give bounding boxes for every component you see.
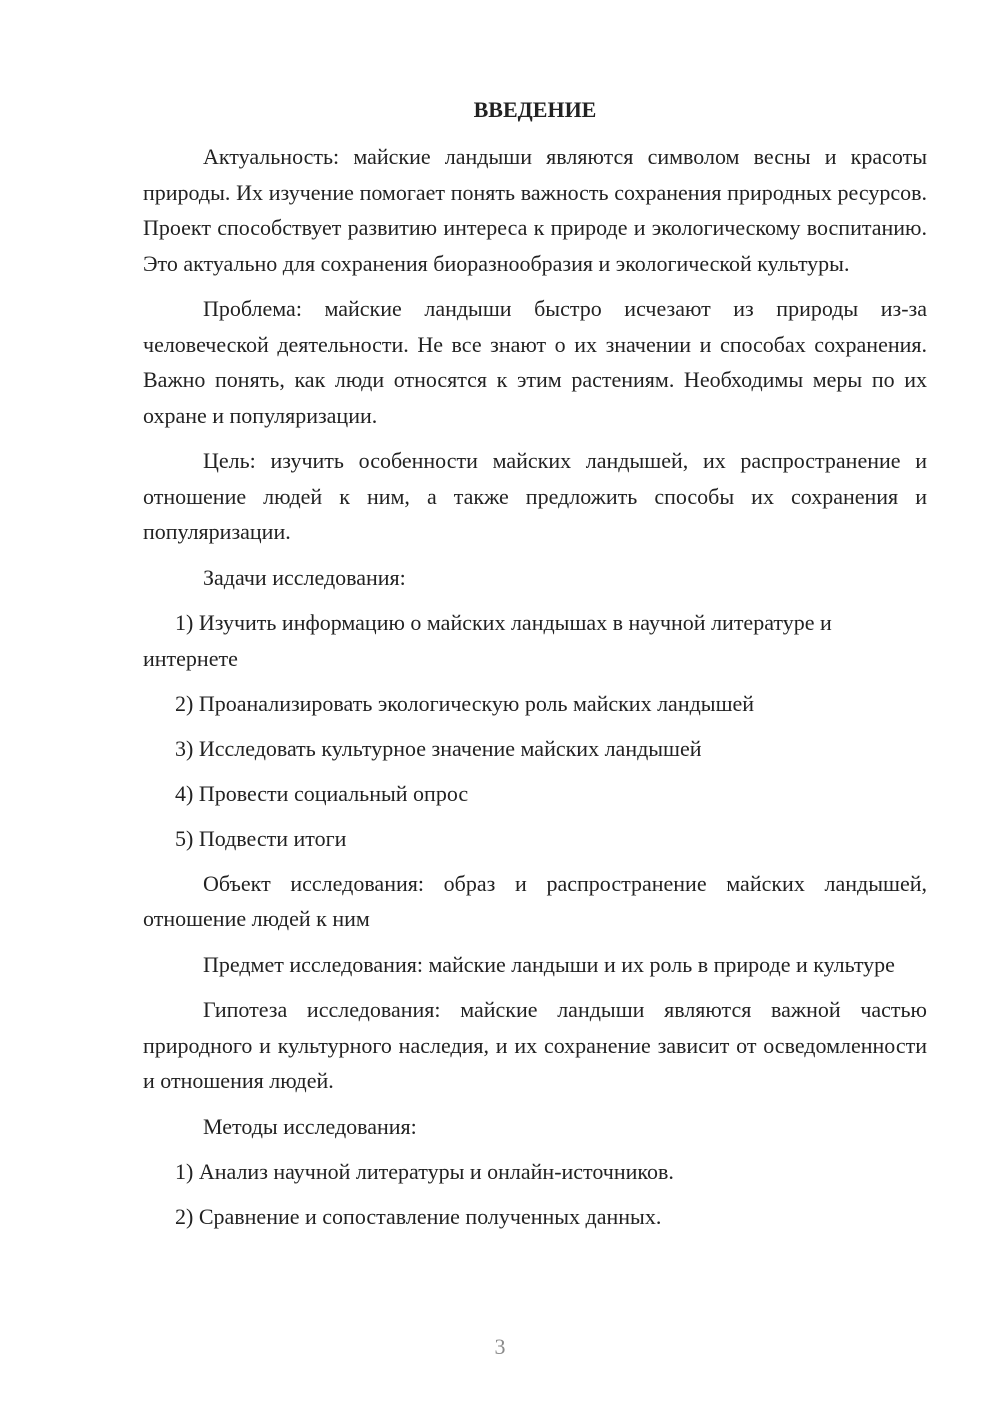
goal-paragraph: Цель: изучить особенности майских ландышей, их распространение и отношение людей к ним, а также предложить способы их сохранения и популяризации. (143, 448, 927, 544)
section-title: ВВЕДЕНИЕ (473, 97, 597, 122)
problem-paragraph: Проблема: майские ландыши быстро исчезают из природы из-за человеческой деятельности. Не все знают о их значении и способах сохранения. Важно понять, как люди относятся к этим растениям. Необходимы меры по их охране и популяризации. (143, 296, 927, 428)
subject-paragraph: Предмет исследования: майские ландыши и их роль в природе и культуре (203, 951, 895, 977)
page-content (143, 92, 927, 1244)
task-item-4: 4) Провести социальный опрос (175, 780, 469, 806)
tasks-heading: Задачи исследования: (203, 564, 406, 590)
page-number: 3 (494, 1334, 506, 1359)
actuality-paragraph: Актуальность: майские ландыши являются символом весны и красоты природы. Их изучение помогает понять важность сохранения природных ресурсов. Проект способствует развитию интереса к природе и экологическому воспитанию. Это актуально для сохранения биоразнообразия и экологической культуры. (143, 144, 927, 276)
method-item-1: 1) Анализ научной литературы и онлайн-источников. (175, 1159, 674, 1184)
task-item-5: 5) Подвести итоги (175, 825, 347, 851)
methods-list (143, 1154, 927, 1235)
methods-heading: Методы исследования: (203, 1113, 417, 1139)
hypothesis-paragraph: Гипотеза исследования: майские ландыши являются важной частью природного и культурного наследия, и их сохранение зависит от осведомленности и отношения людей. (143, 997, 927, 1093)
tasks-list (143, 605, 927, 856)
method-item-2: 2) Сравнение и сопоставление полученных данных. (175, 1204, 662, 1229)
task-item-1: 1) Изучить информацию о майских ландышах в научной литературе и интернете (143, 610, 832, 671)
task-item-2: 2) Проанализировать экологическую роль майских ландышей (175, 690, 755, 716)
object-paragraph: Объект исследования: образ и распространение майских ландышей, отношение людей к ним (143, 870, 927, 931)
task-item-3: 3) Исследовать культурное значение майских ландышей (175, 735, 702, 761)
